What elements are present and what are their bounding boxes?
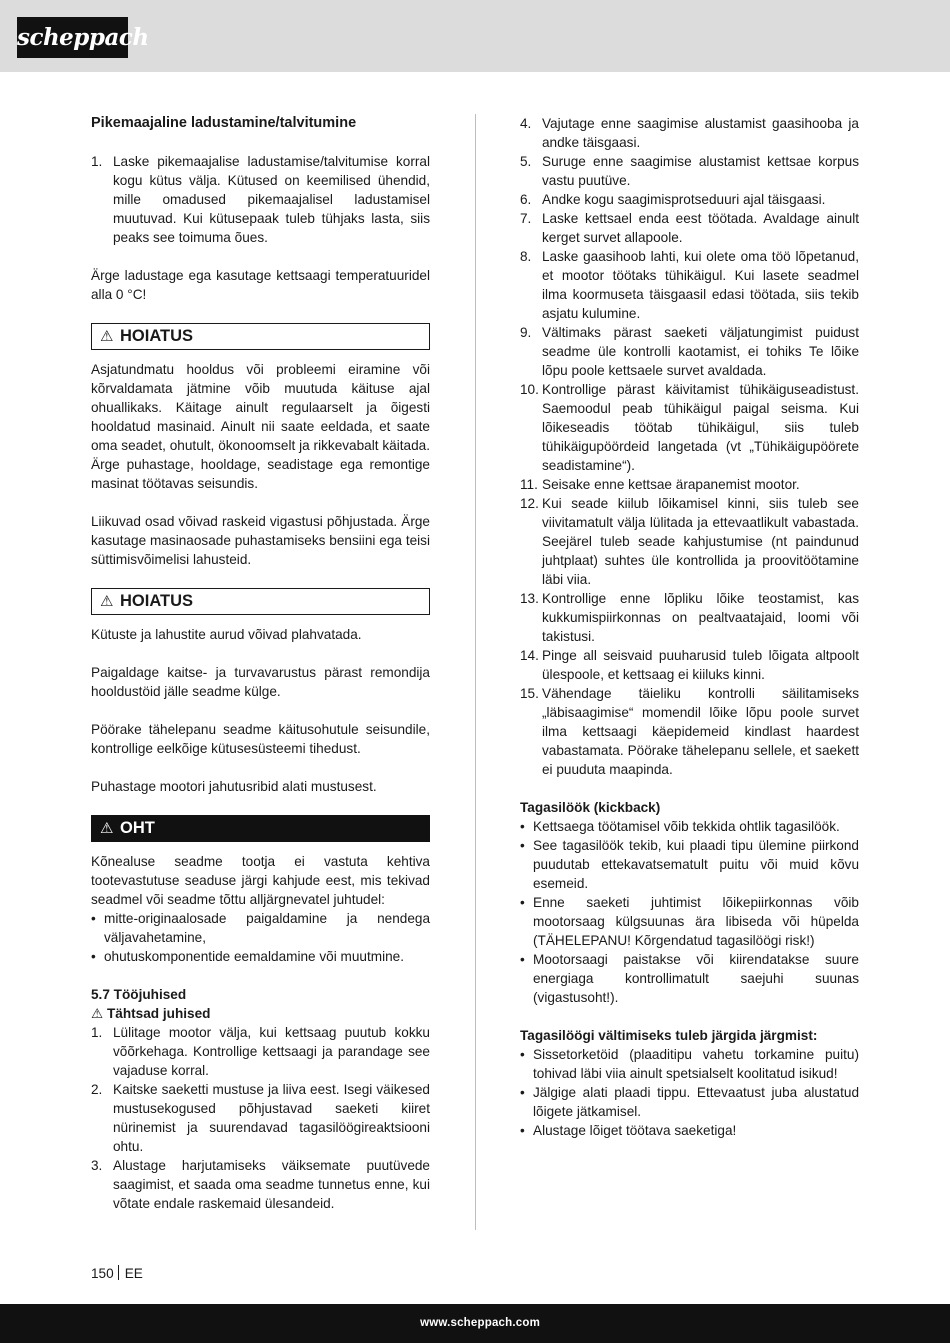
list-item: • ohutuskomponentide eemaldamine või muutmine. [91,949,404,964]
column-divider [475,114,476,1230]
warning-paragraph: Pöörake tähelepanu seadme käitusohutule seisundile, kontrollige eelkõige kütusesüsteemi tihedust. [91,722,430,756]
warning-triangle-icon: ⚠ [91,1006,104,1021]
left-column [91,114,430,1213]
scheppach-logo: scheppach [17,17,128,58]
storage-list [91,152,430,247]
list-item: • Mootorsaagi paistakse või kiirendatakse suure energiaga kontrollimatult saejuhi suunas (vigastusoht!). [520,952,859,1005]
warning-triangle-icon: ⚠ [100,328,114,345]
header-band [0,0,950,72]
right-column [520,114,859,1140]
list-item: 1. Laske pikemaajalise ladustamise/talvitumise korral kogu kütus välja. Kütused on keemilised ühendid, mille omadused pikemaajalisel ladustamisel muutuvad. Kui kütusepaak tuleb tühjaks lasta, siis peaks see toimuma õues. [91,154,430,245]
list-item: • See tagasilöök tekib, kui plaadi tipu ülemine piirkond puudutab ettekavatsematult puitu või muid kõvu esemeid. [520,838,859,891]
list-item: 1. Lülitage mootor välja, kui kettsaag puutub kokku võõrkehaga. Kontrollige kettsaagi ja parandage see vajaduse korral. [91,1025,430,1078]
important-title: ⚠ Tähtsad juhised [91,1006,211,1021]
work-instructions-list [91,1023,430,1213]
footer-band [0,1304,950,1343]
warning-paragraph: Kütuste ja lahustite aurud võivad plahvatada. [91,627,362,642]
list-item: 7. Laske kettsael enda eest töötada. Avaldage ainult kerget survet allapoole. [520,211,859,245]
footer-separator [118,1265,119,1280]
storage-heading: Pikemaajaline ladustamine/talvitumine [91,115,357,131]
warning-triangle-icon: ⚠ [100,593,114,610]
warning-box [91,323,430,350]
kickback-bullets [520,817,859,1007]
warning-paragraph: Asjatundmatu hooldus või probleemi eiramine või kõrvaldamata jätmine võib muutuda käituse ajal ohuallikaks. Käitage ainult regulaarselt ja õigesti hooldatud masinaid. Ainult nii saate eeldada, et saate oma seadet, ohutult, ökonoomselt ja rikkevabalt käitada. Ärge puhastage, hooldage, seadistage ega remontige masinat töötavas seisundis. [91,362,430,491]
list-item: 13. Kontrollige enne lõpliku lõike teostamist, kas kukkumispiirkonnas on pealtvaatajaid, loomi või takistusi. [520,591,859,644]
list-item: 14. Pinge all seisvaid puuharusid tuleb lõigata altpoolt ülespoole, et kettsaag ei kiiluks kinni. [520,648,859,682]
language-code: EE [124,1266,143,1281]
list-item: • Jälgige alati plaadi tippu. Ettevaatust juba alustatud lõigete jätkamisel. [520,1085,859,1119]
list-item: • Kettsaega töötamisel võib tekkida ohtlik tagasilöök. [520,819,840,834]
warning-paragraph: Paigaldage kaitse- ja turvavarustus pärast remondija hooldustöid jälle seadme külge. [91,665,430,699]
list-item: 2. Kaitske saeketti mustuse ja liiva eest. Isegi väikesed mustusekogused põhjustavad saeketi kiiret nürinemist ja suurendavad tagasilöögireaktsiooni ohtu. [91,1082,430,1154]
kickback-title: Tagasilöök (kickback) [520,800,661,815]
warning-triangle-icon: ⚠ [100,820,114,837]
warning-paragraph: Liikuvad osad võivad raskeid vigastusi põhjustada. Ärge kasutage masinaosade puhastamiseks bensiini ega teisi süttimisvõimelisi lahusteid. [91,514,430,567]
list-item: 6. Andke kogu saagimisprotseduuri ajal täisgaasi. [520,192,826,207]
list-item: 3. Alustage harjutamiseks väiksemate puutüvede saagimist, et saada oma seadme tunnetus enne, kui võtate endale raskemaid ülesandeid. [91,1158,430,1211]
list-item: • mitte-originaalosade paigaldamine ja nendega väljavahetamine, [91,911,430,945]
website-link[interactable]: www.scheppach.com [420,1317,540,1329]
list-item: 10. Kontrollige pärast käivitamist tühikäiguseadistust. Saemoodul peab tühikäigul paigal seisma. Kui lõikeseadis töötab tühikäigul, siis tuleb tühikäigupöördeid langetada (vt „Tühikäigupöörete seadistamine“). [520,382,859,473]
list-item: 11. Seisake enne kettsae ärapanemist mootor. [520,477,800,492]
list-item: 5. Suruge enne saagimise alustamist kettsae korpus vastu puutüve. [520,154,859,188]
list-item: • Sissetorketöid (plaaditipu vahetu torkamine puitu) tohivad läbi viia ainult spetsialselt koolitatud isikud! [520,1047,859,1081]
list-item: 9. Vältimaks pärast saeketi väljatungimist puidust seadme üle kontrolli kaotamist, ei tohiks Te lõike lõpu poole kettsaele survet avaldada. [520,325,859,378]
avoid-kickback-title: Tagasilöögi vältimiseks tuleb järgida järgmist: [520,1028,818,1043]
list-item: 4. Vajutage enne saagimise alustamist gaasihooba ja andke täisgaasi. [520,116,859,150]
page-footer [91,1264,143,1283]
list-item: 8. Laske gaasihoob lahti, kui olete oma töö lõpetanud, et mootor töötaks tühikäigul. Kui lasete seadmel ilma koormuseta täisgaasil edasi töötada, siis tekib asjatu kulumine. [520,249,859,321]
danger-bullets [91,909,430,966]
list-item: 12. Kui seade kiilub lõikamisel kinni, siis tuleb see viivitamatult välja lülitada ja ettevaatlikult vabastada. Seejärel tuleb seade kahjustumise (nt paindunud juhtplaat) suhtes üle kontrollida ja proovitöötamine läbi viia. [520,496,859,587]
warning-box [91,588,430,615]
danger-label: OHT [120,819,155,837]
danger-paragraph: Kõnealuse seadme tootja ei vastuta kehtiva tootevastutuse seaduse järgi kahjude eest, mis tekivad seadmel või seadme tõttu alljärgnevatel juhtudel: [91,854,430,907]
list-item: • Enne saeketi juhtimist lõikepiirkonnas võib mootorsaag külgsuunas ära libiseda või hüpelda (TÄHELEPANU! Kõrgendatud tagasilöögi risk!) [520,895,859,948]
avoid-kickback-bullets [520,1045,859,1140]
warning-label: HOIATUS [120,592,194,610]
list-item: • Alustage lõiget töötava saeketiga! [520,1123,737,1138]
warning-label: HOIATUS [120,327,194,345]
section-title: 5.7 Tööjuhised [91,987,187,1002]
warning-paragraph: Puhastage mootori jahutusribid alati mustusest. [91,779,377,794]
work-instructions-list [520,114,859,779]
page-number: 150 [91,1266,114,1281]
danger-box [91,815,430,842]
list-item: 15. Vähendage täieliku kontrolli säilitamiseks „läbisaagimise“ momendil lõike lõpu poole survet ilma kettsaagi käepidemeid kindlast haardest vabastamata. Pöörake tähelepanu sellele, et saekett ei puuduta maapinda. [520,686,859,777]
temperature-note: Ärge ladustage ega kasutage kettsaagi temperatuuridel alla 0 °C! [91,268,430,302]
